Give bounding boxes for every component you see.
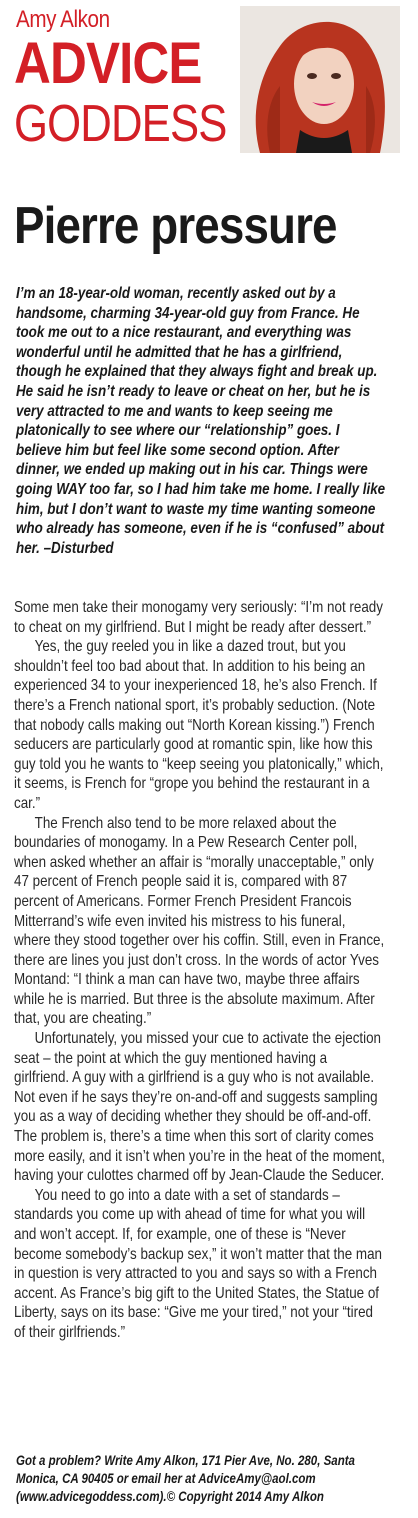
answer-paragraph: Unfortunately, you missed your cue to activate the ejection seat – the point at which the guy mentioned having a girlfriend. A guy with a girlfriend is a guy who is not available. Not even if he says they’re on-and-off and suggests sampling you as a way of deciding whether they should be off-and-off. The problem is, there’s a time when this sort of clarity comes more easily, and it isn’t when you’re in the heat of the moment, having your culottes charmed off by Jean-Claude the Seducer. xyxy=(14,1030,385,1185)
article-title: Pierre pressure xyxy=(14,197,337,255)
brand-title-goddess: GODDESS xyxy=(14,95,227,153)
answer-paragraph: You need to go into a date with a set of standards – standards you come up with ahead of time for what you will and won’t accept. If, for example, one of these is “Never become somebody’s backup sex,” it won’t matter that the man in question is very attracted to you and says so with a French accent. As France’s big gift to the United States, the Statue of Liberty, says on its base: “Give me your tired,” not your “tired of their girlfriends.” xyxy=(14,1186,382,1341)
author-photo xyxy=(240,6,400,153)
advice-answer xyxy=(14,598,386,1343)
brand-title-advice: ADVICE xyxy=(14,31,202,96)
answer-paragraph: The French also tend to be more relaxed about the boundaries of monogamy. In a Pew Research Center poll, when asked whether an affair is “morally unacceptable,” only 47 percent of French people said it is, compared with 87 percent of Americans. Former French President Francois Mitterrand’s wife even invited his mistress to his funeral, where they stood together over his coffin. Still, even in France, there are lines you just don’t cross. In the words of actor Yves Montand: “I think a man can have two, maybe three affairs while he is married. But three is the absolute maximum. After that, you are cheating.” xyxy=(14,814,385,1028)
contact-footer: Got a problem? Write Amy Alkon, 171 Pier Ave, No. 280, Santa Monica, CA 90405 or email her at AdviceAmy@aol.com (www.advicegoddess.com).© Copyright 2014 Amy Alkon xyxy=(16,1453,355,1504)
reader-question: I’m an 18-year-old woman, recently asked out by a handsome, charming 34-year-old guy from France. He took me out to a nice restaurant, and everything was wonderful until he admitted that he has a girlfriend, though he explained that they always fight and break up. He said he isn’t ready to leave or cheat on her, but he is very attracted to me and wants to keep seeing me platonically to see where our “relationship” goes. I believe him but feel like some second option. After dinner, we ended up making out in his car. Things were going WAY too far, so I had him take me home. I really like him, but I don’t want to waste my time wanting someone who already has someone, even if he is “confused” about her. –Disturbed xyxy=(16,285,386,557)
answer-paragraph: Some men take their monogamy very seriously: “I’m not ready to cheat on my girlfriend. But I might be ready after dessert.” xyxy=(14,599,383,636)
column-header xyxy=(0,0,418,160)
answer-paragraph: Yes, the guy reeled you in like a dazed trout, but you shouldn’t feel too bad about that. In addition to his being an experienced 34 to your inexperienced 18, he’s also French. If there’s a French national sport, it’s probably seduction. (Note that nobody calls making out “North Korean kissing.”) French seducers are particularly good at romantic spin, like how this guy told you he wants to “keep seeing you platonically,” which, it seems, is French for “grope you behind the restaurant in a car.” xyxy=(14,638,384,812)
author-byline: Amy Alkon xyxy=(16,6,110,33)
